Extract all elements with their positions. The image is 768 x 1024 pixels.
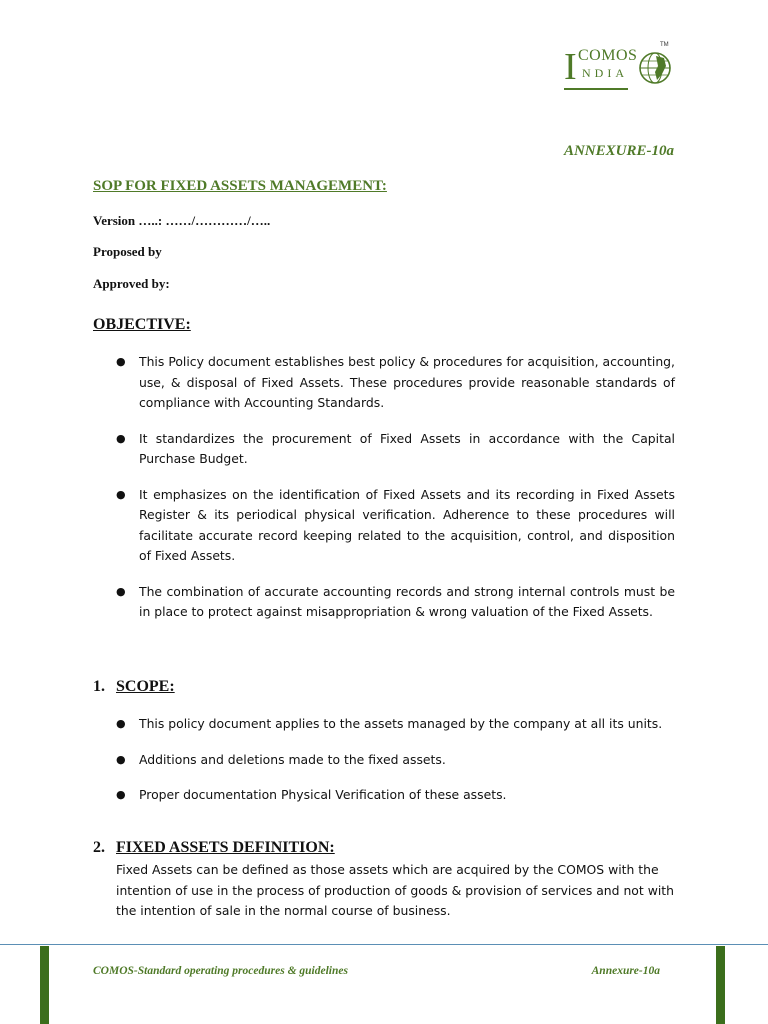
bullet-icon: ● [116, 431, 126, 445]
bullet-icon: ● [116, 355, 126, 368]
approved-by-line: Approved by: [93, 276, 170, 291]
scope-heading [93, 678, 175, 696]
list-item [116, 582, 675, 623]
comos-india-logo [560, 42, 680, 94]
list-item [116, 352, 675, 414]
list-item [116, 750, 675, 771]
list-item [116, 485, 675, 567]
fixed-assets-definition-heading [93, 839, 335, 857]
scope-list [116, 714, 675, 821]
version-line: Version …..: ……/…………/….. [93, 213, 271, 228]
objective-heading: OBJECTIVE: [93, 316, 191, 333]
objective-list [116, 352, 675, 638]
logo-india: NDIA [582, 66, 628, 80]
section-title: FIXED ASSETS DEFINITION: [116, 839, 335, 856]
annexure-label: ANNEXURE-10a [563, 143, 674, 159]
bullet-icon: ● [116, 717, 126, 730]
bullet-icon: ● [116, 584, 126, 598]
bullet-icon: ● [116, 788, 126, 801]
footer-rule [0, 944, 768, 945]
list-item [116, 714, 675, 735]
logo-letter-i: I [564, 46, 577, 88]
section-number: 2. [93, 839, 105, 856]
trademark-symbol: TM [660, 42, 669, 48]
list-item-text: It standardizes the procurement of Fixed Assets in accordance with the Capital Purchase Budget. [139, 430, 675, 466]
proposed-by-line: Proposed by [93, 244, 162, 259]
footer-bar-right [716, 946, 725, 1024]
list-item-text: This policy document applies to the assets managed by the company at all its units. [139, 716, 663, 731]
list-item-text: Additions and deletions made to the fixed assets. [139, 751, 446, 767]
section-title: SCOPE: [116, 678, 175, 695]
bullet-icon: ● [116, 487, 126, 501]
list-item-text: It emphasizes on the identification of Fixed Assets and its recording in Fixed Assets Register & its periodical physical verification. Adherence to these procedures will facilitate accurate record keeping related to the acquisition, control, and disposition of Fixed Assets. [139, 486, 675, 563]
list-item-text: This Policy document establishes best policy & procedures for acquisition, accounting, use, & disposal of Fixed Assets. These procedures provide reasonable standards of compliance with Accounting Standards. [139, 354, 675, 410]
logo-underline [564, 88, 628, 90]
footer-bar-left [40, 946, 49, 1024]
list-item [116, 785, 675, 806]
list-item-text: The combination of accurate accounting records and strong internal controls must be in place to protect against misappropriation & wrong valuation of the Fixed Assets. [139, 583, 675, 619]
list-item [116, 429, 675, 470]
logo-comos: COMOS [578, 47, 638, 64]
section-number: 1. [93, 678, 105, 695]
globe-icon [638, 46, 672, 86]
fixed-assets-definition-text: Fixed Assets can be defined as those assets which are acquired by the COMOS with the intention of use in the process of production of goods & provision of services and not with the intention of sale in the normal course of business. [116, 862, 674, 918]
document-title: SOP FOR FIXED ASSETS MANAGEMENT: [93, 178, 387, 194]
bullet-icon: ● [116, 752, 126, 766]
footer-annexure: Annexure-10a [591, 965, 660, 977]
list-item-text: Proper documentation Physical Verification of these assets. [139, 787, 507, 802]
footer-title: COMOS-Standard operating procedures & guidelines [93, 965, 348, 977]
